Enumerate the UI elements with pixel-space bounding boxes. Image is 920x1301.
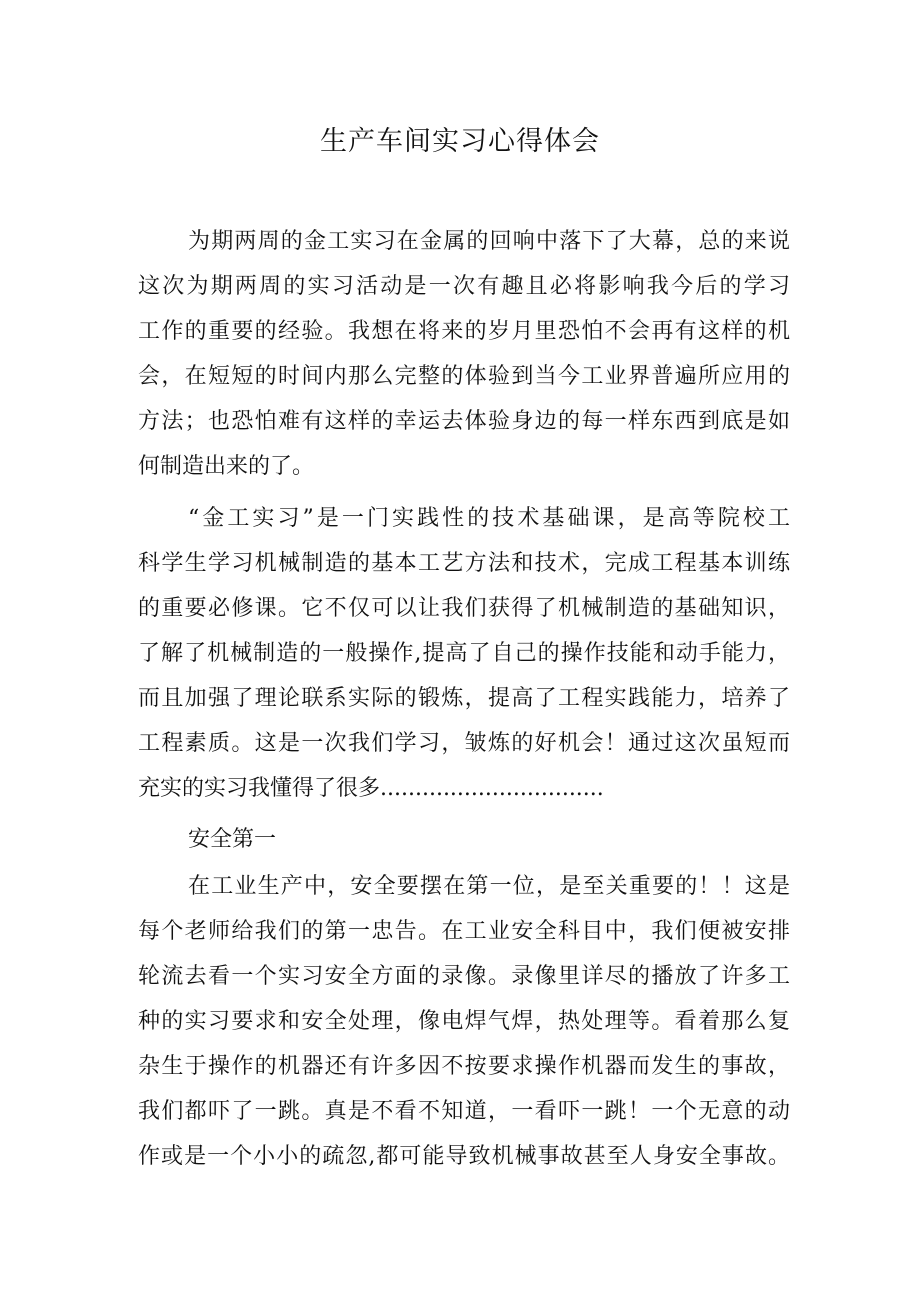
paragraph-line: “金工实习”是一门实践性的技术基础课，是高等院校工 <box>188 506 790 531</box>
paragraph-line: 杂生于操作的机器还有许多因不按要求操作机器而发生的事故， <box>138 1054 790 1079</box>
paragraph-line: 科学生学习机械制造的基本工艺方法和技术，完成工程基本训练 <box>138 551 790 576</box>
paragraph-line: 轮流去看一个实习安全方面的录像。录像里详尽的播放了许多工 <box>138 964 790 989</box>
paragraph-line: 作或是一个小小的疏忽,都可能导致机械事故甚至人身安全事故。 <box>138 1144 790 1169</box>
paragraph-line: 我们都吓了一跳。真是不看不知道，一看吓一跳！一个无意的动 <box>138 1099 790 1124</box>
paragraph-line: 这次为期两周的实习活动是一次有趣且必将影响我今后的学习 <box>138 274 790 299</box>
document-title: 生产车间实习心得体会 <box>320 126 600 157</box>
section-heading: 安全第一 <box>188 827 277 852</box>
paragraph-line: 而且加强了理论联系实际的锻炼，提高了工程实践能力，培养了 <box>138 686 790 711</box>
paragraph-line: 为期两周的金工实习在金属的回响中落下了大幕，总的来说 <box>188 229 790 254</box>
paragraph-line: 种的实习要求和安全处理，像电焊气焊，热处理等。看着那么复 <box>138 1009 790 1034</box>
paragraph-line: 在工业生产中，安全要摆在第一位，是至关重要的！！这是 <box>188 874 790 899</box>
paragraph-line: 工程素质。这是一次我们学习，皱炼的好机会！通过这次虽短而 <box>138 731 790 756</box>
paragraph-line: 会，在短短的时间内那么完整的体验到当今工业界普遍所应用的 <box>138 364 790 389</box>
paragraph-line: 工作的重要的经验。我想在将来的岁月里恐怕不会再有这样的机 <box>138 319 790 344</box>
paragraph-line: 了解了机械制造的一般操作,提高了自己的操作技能和动手能力， <box>138 641 790 666</box>
paragraph-line: 每个老师给我们的第一忠告。在工业安全科目中，我们便被安排 <box>138 919 790 944</box>
paragraph-line: 方法；也恐怕难有这样的幸运去体验身边的每一样东西到底是如 <box>138 409 790 434</box>
paragraph-line: 何制造出来的了。 <box>138 454 315 479</box>
paragraph-line: 充实的实习我懂得了很多................................ <box>138 776 604 801</box>
paragraph-line: 的重要必修课。它不仅可以让我们获得了机械制造的基础知识， <box>138 596 790 621</box>
